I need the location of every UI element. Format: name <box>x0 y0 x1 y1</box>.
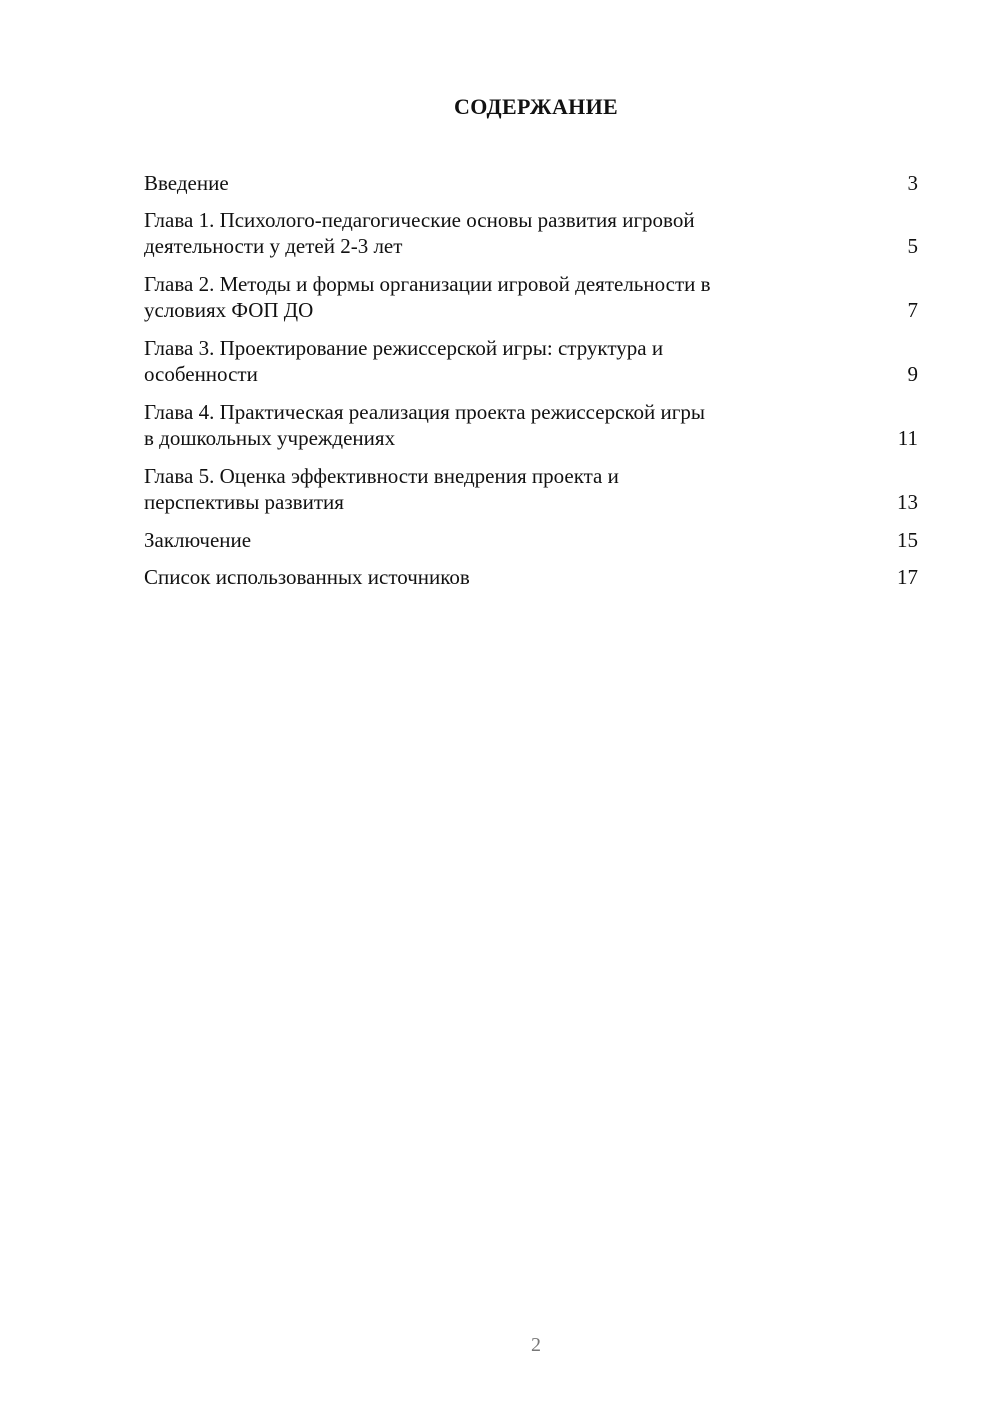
toc-entry-conclusion[interactable] <box>144 527 918 553</box>
toc-entry-text: Введение <box>144 171 229 195</box>
toc-entry-page: 17 <box>897 565 918 589</box>
toc-entry-chapter-1[interactable] <box>144 207 918 259</box>
toc-entry-page: 7 <box>907 298 918 322</box>
toc-entry-chapter-2[interactable] <box>144 271 918 323</box>
toc-entry-chapter-4[interactable] <box>144 399 918 451</box>
toc-entry-page: 3 <box>907 171 918 195</box>
page-number: 2 <box>531 1334 541 1356</box>
toc-entry-text: Глава 2. Методы и формы организации игровой деятельности в условиях ФОП ДО <box>144 272 711 322</box>
toc-entry-page: 11 <box>897 426 918 450</box>
toc-entry-page: 15 <box>897 528 918 552</box>
page-title: СОДЕРЖАНИЕ <box>454 94 618 119</box>
toc-entry-text: Глава 5. Оценка эффективности внедрения проекта и перспективы развития <box>144 464 619 514</box>
toc-entry-chapter-5[interactable] <box>144 463 918 515</box>
toc-entry-text: Список использованных источников <box>144 565 470 589</box>
table-of-contents <box>144 170 918 601</box>
toc-entry-text: Глава 4. Практическая реализация проекта режиссерской игры в дошкольных учреждениях <box>144 400 705 450</box>
toc-entry-text: Глава 3. Проектирование режиссерской игры: структура и особенности <box>144 336 664 386</box>
toc-entry-references[interactable] <box>144 564 918 590</box>
toc-entry-page: 5 <box>907 234 918 258</box>
toc-entry-text: Глава 1. Психолого-педагогические основы развития игровой деятельности у детей 2-3 лет <box>144 208 695 258</box>
toc-entry-chapter-3[interactable] <box>144 335 918 387</box>
toc-entry-text: Заключение <box>144 528 252 552</box>
toc-entry-page: 13 <box>897 490 918 514</box>
toc-entry-page: 9 <box>907 362 918 386</box>
toc-entry-introduction[interactable] <box>144 170 918 196</box>
